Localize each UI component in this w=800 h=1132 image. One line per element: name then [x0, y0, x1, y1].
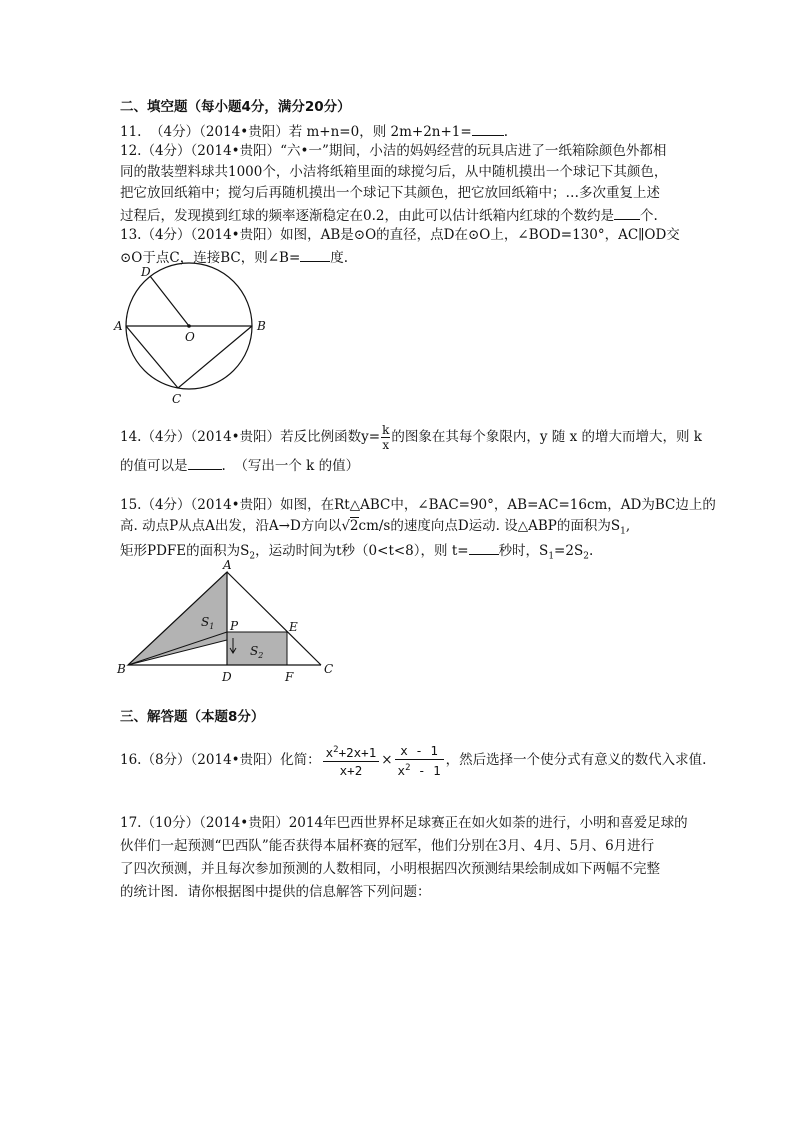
q14-line2: [120, 455, 359, 475]
q12-line2: 同的散装塑料球共1000个，小洁将纸箱里面的球搅匀后，从中随机摸出一个球记下其颜色，: [120, 164, 668, 180]
segment-od: [150, 276, 189, 326]
q11-tail: .: [503, 124, 508, 140]
q15-line3-b: ，运动时间为t秒（0<t<8），则 t=: [255, 543, 469, 559]
q11-blank: [472, 121, 504, 136]
q16-suffix: ，然后选择一个使分式有意义的数代入求值.: [445, 752, 707, 769]
label-e: E: [289, 620, 298, 634]
q15-line3-a: 矩形PDFE的面积为S: [120, 543, 250, 559]
q13-blank: [300, 247, 330, 262]
q16-times: ×: [381, 752, 393, 769]
q16-prefix: 16.（8分）（2014•贵阳）化简：: [120, 752, 321, 769]
q17-line4: 的统计图．请你根据图中提供的信息解答下列问题：: [120, 884, 431, 900]
q16-frac1-den: x+2: [339, 763, 363, 779]
q15-sub-2: 2: [249, 551, 256, 562]
q14-text-a: 14.（4分）（2014•贵阳）若反比例函数: [120, 429, 362, 445]
q15-line2-b: cm/s的速度向点D运动. 设△ABP的面积为S: [358, 518, 621, 534]
sqrt-radicand: 2: [349, 518, 359, 534]
q16: [120, 742, 706, 779]
label-f: F: [285, 670, 294, 683]
q14-frac-num: k: [382, 423, 390, 437]
q16-fraction-2: [395, 742, 444, 779]
label-c: C: [324, 662, 334, 676]
q17-line1: 17.（10分）（2014•贵阳）2014年巴西世界杯足球赛正在如火如荼的进行，小明和喜爱足球的: [120, 815, 688, 831]
q15-line2: [120, 517, 630, 541]
label-o: O: [185, 330, 195, 344]
q15-line3-e: .: [588, 543, 594, 559]
q16-frac2-den: [395, 760, 444, 779]
q16-fraction-1: [323, 742, 380, 779]
q15-sub-3: 1: [548, 551, 555, 562]
q15-line3-c: 秒时，S: [498, 543, 549, 559]
q13-line2-text: ⊙O于点C，连接BC，则∠B=: [120, 250, 301, 266]
label-b: B: [117, 662, 126, 676]
label-a: A: [223, 558, 232, 572]
q14-line2-tail: . （写出一个 k 的值）: [221, 458, 360, 474]
q16-frac1-num-sup: 2: [333, 745, 339, 755]
q15-sub-1: 1: [620, 526, 626, 537]
q14-blank: [188, 455, 222, 470]
q12-line4: [120, 205, 658, 225]
q16-frac1-num: [323, 742, 380, 762]
q12-line4-tail: 个.: [639, 208, 658, 224]
q14-line2-text: 的值可以是: [120, 458, 188, 474]
label-d: D: [141, 265, 151, 279]
q15-triangle-figure: [115, 558, 345, 683]
q13-circle-figure: [110, 258, 280, 408]
label-b: B: [257, 319, 266, 333]
q13-line1: 13.（4分）（2014•贵阳）如图，AB是⊙O的直径，点D在⊙O上，∠BOD=130°，AC∥OD交: [120, 227, 680, 243]
q12-line4-text: 过程后，发现摸到红球的频率逐渐稳定在0.2，由此可以估计纸箱内红球的个数约是: [120, 208, 614, 224]
q14-frac-den: x: [382, 438, 390, 452]
center-dot: [187, 324, 191, 328]
q13-line2-tail: 度.: [330, 250, 349, 266]
q16-frac1-num-a: x: [325, 745, 334, 761]
label-s1-letter: S: [201, 615, 210, 629]
q15-line1: 15.（4分）（2014•贵阳）如图，在Rt△ABC中，∠BAC=90°，AB=AC=16cm，AD为BC边上的: [120, 497, 716, 513]
q17-line3: 了四次预测，并且每次参加预测的人数相同，小明根据四次预测结果绘制成如下两幅不完整: [120, 861, 660, 877]
sqrt-sign: √: [341, 518, 350, 534]
q14-text-b: 的图象在其每个象限内，y 随 x 的增大而增大，则 k: [391, 429, 702, 445]
q16-frac2-den-b: - 1: [410, 763, 441, 779]
label-p: P: [230, 619, 239, 633]
q14-func-y: y=: [361, 429, 381, 445]
q11: [120, 121, 508, 141]
q15-line2-c: ,: [625, 518, 631, 534]
q16-frac2-den-a: x: [397, 763, 406, 779]
q17-line2: 伙伴们一起预测“巴西队”能否获得本届杯赛的冠军，他们分别在3月、4月、5月、6月进行: [120, 838, 655, 854]
q15-sub-4: 2: [583, 551, 589, 562]
label-s1-sub: 1: [209, 622, 215, 631]
q16-frac2-num: x - 1: [395, 742, 444, 760]
q12-line1: 12.（4分）（2014•贵阳）“六•一”期间，小洁的妈妈经营的玩具店进了一纸箱除颜色外都相: [120, 143, 667, 159]
label-d: D: [222, 670, 232, 683]
q15-line3-d: =2S: [554, 543, 584, 559]
q14-fraction: [381, 423, 390, 452]
q11-text: 11. （4分）（2014•贵阳）若 m+n=0，则 2m+2n+1=: [120, 124, 472, 140]
q15-blank: [469, 540, 499, 555]
label-a: A: [114, 319, 123, 333]
label-s2-sub: 2: [258, 651, 264, 660]
q16-frac2-den-sup: 2: [405, 763, 411, 773]
q16-frac1-num-b: +2x+1: [338, 745, 377, 761]
section-3-title: 三、解答题（本题8分）: [120, 709, 265, 725]
q12-line3: 把它放回纸箱中；搅匀后再随机摸出一个球记下其颜色，把它放回纸箱中；…多次重复上述: [120, 185, 660, 201]
label-s2-letter: S: [250, 644, 259, 658]
label-c: C: [172, 392, 182, 406]
q14-line1: [120, 422, 702, 452]
q12-blank: [614, 205, 640, 220]
q15-line2-a: 高. 动点P从点A出发，沿A→D方向以: [120, 518, 342, 534]
section-2-title: 二、填空题（每小题4分，满分20分）: [120, 99, 351, 115]
